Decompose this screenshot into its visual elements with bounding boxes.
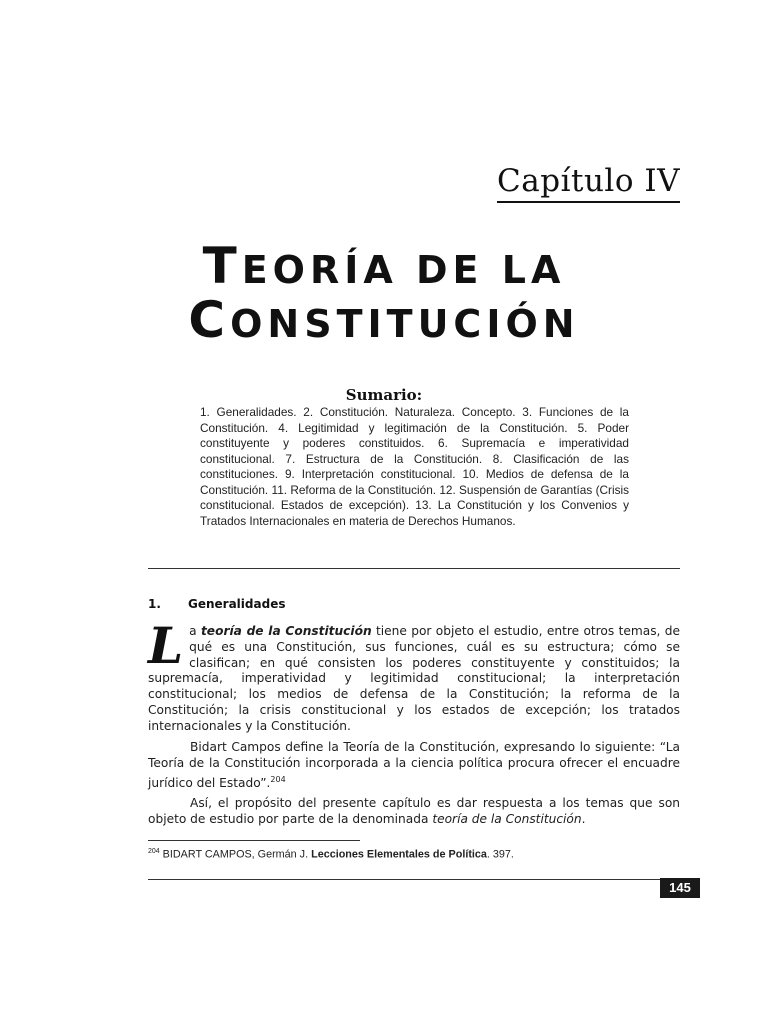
summary-heading: Sumario: [345, 386, 423, 404]
paragraph-3 [148, 796, 680, 828]
section-title: Generalidades [188, 597, 286, 611]
chapter-title-line-2 [0, 291, 768, 349]
paragraph-2-text: Bidart Campos define la Teoría de la Constitución, expresando lo siguiente: “La Teoría de la Constitución incorporada a la ciencia política procura ofrecer el encuadre jurídico del Estado”. [148, 740, 680, 790]
paragraph-1 [148, 616, 681, 735]
paragraph-1-emphasis: teoría de la Constitución [200, 624, 372, 638]
footnote [148, 848, 514, 861]
paragraph-2 [148, 740, 680, 791]
footnote-author: BIDART CAMPOS, Germán J. [159, 848, 312, 861]
section-number: 1. [148, 597, 161, 611]
summary-body: 1. Generalidades. 2. Constitución. Naturaleza. Concepto. 3. Funciones de la Constitución. 4. Legitimidad y legitimación de la Constitución. 5. Poder constituyente y poderes constituidos. 6. Supremacía e imperatividad constitucional. 7. Estructura de la Constitución. 8. Clasificación de las constituciones. 9. Interpretación constitucional. 10. Medios de defensa de la Constitución. 11. Reforma de la Constitución. 12. Suspensión de Garantías (Crisis constitucional. Estados de excepción). 13. La Constitución y los Convenios y Tratados Internacionales en materia de Derechos Humanos. [200, 405, 629, 528]
chapter-title-initial-1: T [202, 237, 242, 295]
page-bottom-rule [148, 879, 700, 880]
chapter-title-line-1 [0, 237, 768, 295]
footnote-pages: . 397. [486, 848, 514, 861]
section-heading [148, 597, 285, 611]
section-divider [148, 568, 680, 569]
paragraph-3-end: . [581, 811, 586, 826]
chapter-title-initial-2: C [188, 291, 231, 349]
paragraph-1-rest: tiene por objeto el estudio, entre otros temas, de qué es una Constitución, sus funciones, cuál es su estructura; cómo se clasifican; en qué consisten los poderes constituyente y constituidos; la supremacía, imperatividad y legitimidad constitucional; la interpretación constitucional; los medios de defensa de la Constitución; la reforma de la Constitución; la crisis constitucional y los estados de excepción; los tratados internacionales y la Constitución. [148, 624, 681, 733]
paragraph-1-lead: a [189, 624, 201, 638]
paragraph-3-text: Así, el propósito del presente capítulo es dar respuesta a los temas que son objeto de estudio por parte de la denominada [148, 796, 680, 826]
footnote-divider [148, 840, 360, 841]
footnote-marker: 204 [148, 848, 160, 855]
paragraph-3-emphasis: teoría de la Constitución [432, 811, 582, 826]
chapter-label: Capítulo IV [497, 162, 680, 203]
chapter-title-rest-1: EORÍA DE LA [241, 248, 566, 292]
page-number: 145 [660, 878, 700, 898]
footnote-reference: 204 [270, 774, 286, 784]
footnote-work: Lecciones Elementales de Política [311, 848, 487, 861]
chapter-title-rest-2: ONSTITUCIÓN [230, 302, 580, 346]
drop-cap-letter: L [148, 616, 184, 675]
